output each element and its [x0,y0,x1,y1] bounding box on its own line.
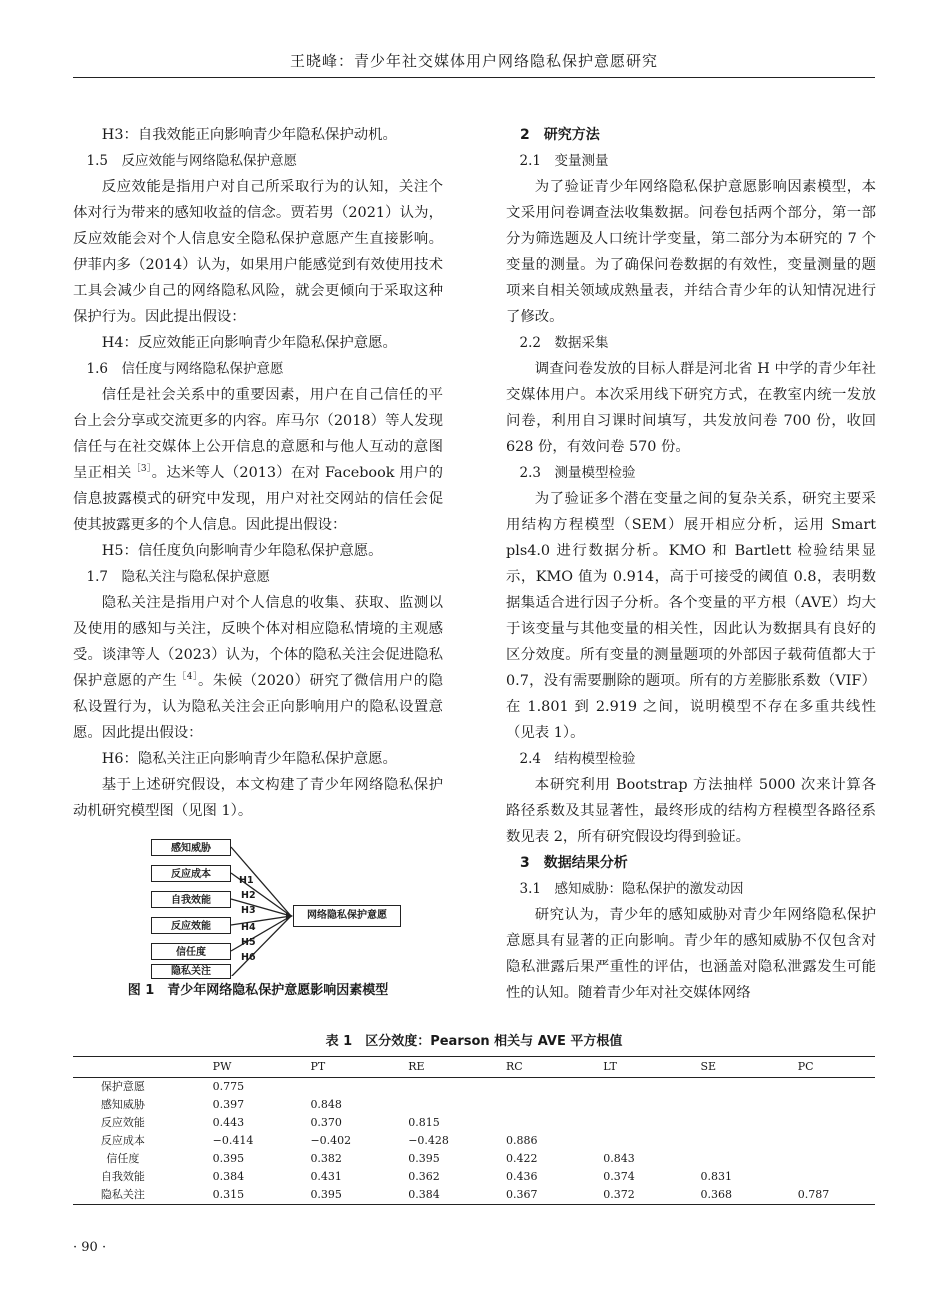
table-cell: −0.428 [408,1134,449,1147]
hypothesis-h3: H3：自我效能正向影响青少年隐私保护动机。 [101,127,397,143]
table-cell: 0.787 [778,1186,875,1205]
label-h4: H4 [241,922,256,933]
table-cell: 0.886 [505,1134,538,1147]
label-h1: H1 [239,875,254,886]
right-column [506,122,876,1006]
hypothesis-h4: H4：反应效能正向影响青少年隐私保护意愿。 [101,335,397,351]
table-row-label: 保护意愿 [100,1080,145,1093]
table-cell [290,1078,388,1097]
table-cell: 0.395 [290,1186,388,1205]
section-2-3-paragraph: 为了验证多个潜在变量之间的复杂关系，研究主要采用结构方程模型（SEM）展开相应分析，运用 Smart pls4.0 进行数据分析。KMO 和 Bartlett 检验结果显示，KMO 值为 0.914，高于可接受的阈值 0.8，表明数据集适合进行因子分析。各个变量的平方根（AVE）均大于该变量与其他变量的相关性，因此认为数据具有良好的区分效度。所有变量的测量题项的外部因子载荷值都大于 0.7，没有需要删除的题项。所有的方差膨胀系数（VIF）在 1.801 到 2.919 之间，说明模型不存在多重共线性（见表 1）。 [506,491,876,741]
table-cell: 0.422 [505,1152,538,1165]
table-cell: 0.367 [486,1186,583,1205]
left-column [73,122,443,1000]
table-cell: 0.370 [310,1116,342,1129]
connector-h3 [231,899,291,916]
label-h2: H2 [241,890,256,901]
table-cell [680,1132,777,1150]
table-header-cell: PT [290,1057,388,1078]
table-row [73,1132,875,1150]
citation-3: ［3］ [131,464,152,474]
table-cell: −0.402 [310,1134,352,1147]
table-cell: 0.831 [700,1170,732,1183]
table-cell: 0.397 [212,1098,245,1111]
table-row [73,1186,875,1205]
table-header-cell: RE [388,1057,486,1078]
section-2-2-title: 2.2 数据采集 [519,335,609,351]
running-title: 王晓峰：青少年社交媒体用户网络隐私保护意愿研究 [289,52,658,70]
arrow-head [286,912,293,920]
table-row-label: 信任度 [106,1152,140,1165]
table-header-row [73,1057,875,1078]
table-header-cell: PW [193,1057,291,1078]
section-1-6-text-b: 。达米等人（2013）在对 Facebook 用户的信息披露模式的研究中发现，用户对社交网站的信任会促使其披露更多的个人信息。因此提出假设： [73,465,443,533]
section-2-1-paragraph: 为了验证青少年网络隐私保护意愿影响因素模型，本文采用问卷调查法收集数据。问卷包括两个部分，第一部分为筛选题及人口统计学变量，第二部分为本研究的 7 个变量的测量。为了确保问卷数据的有效性，变量测量的题项来自相关领域成熟量表，并结合青少年的认知情况进行了修改。 [506,179,876,325]
table-header-cell: PC [778,1057,875,1078]
table-cell [680,1096,777,1114]
table-row [73,1096,875,1114]
header-rule [73,77,875,78]
table-cell [680,1150,777,1168]
table-cell: 0.382 [310,1152,342,1165]
table-row-label: 反应成本 [100,1134,145,1147]
section-2-title: 2 研究方法 [520,127,600,143]
table-cell: −0.414 [212,1134,254,1147]
table-cell: 0.372 [583,1186,680,1205]
table-header-cell [73,1057,193,1078]
table-cell [388,1096,486,1114]
table-row [73,1150,875,1168]
factor-box-trust: 信任度 [151,943,231,960]
factor-box-perceived-threat: 感知威胁 [151,839,231,856]
label-h6: H6 [241,952,256,963]
table-cell [486,1114,583,1132]
section-1-5-title: 1.5 反应效能与网络隐私保护意愿 [86,153,297,169]
section-1-6-text-a: 信任是社会关系中的重要因素，用户在自己信任的平台上会分享或交流更多的内容。库马尔（2018）等人发现信任与在社交媒体上公开信息的意愿和与他人互动的意图呈正相关 [73,387,443,481]
factor-box-self-efficacy: 自我效能 [151,891,231,908]
table-cell: 0.315 [193,1186,291,1205]
table-cell: 0.395 [408,1152,440,1165]
table-cell [583,1096,680,1114]
table-cell [680,1114,777,1132]
table-row [73,1114,875,1132]
table-title: 表 1 区分效度：Pearson 相关与 AVE 平方根值 [325,1034,623,1049]
label-h3: H3 [241,905,256,916]
table-cell [486,1096,583,1114]
label-h5: H5 [241,937,256,948]
table-cell: 0.368 [680,1186,777,1205]
table-cell: 0.775 [212,1080,245,1093]
target-box-privacy-protection-intention: 网络隐私保护意愿 [293,905,401,927]
section-2-4-paragraph: 本研究利用 Bootstrap 方法抽样 5000 次来计算各路径系数及其显著性，最终形成的结构方程模型各路径系数见表 2，所有研究假设均得到验证。 [506,777,876,845]
table-cell [778,1096,875,1114]
table-cell: 0.848 [310,1098,342,1111]
table-cell: 0.384 [388,1186,486,1205]
table-cell: 0.374 [603,1170,635,1183]
table-row-label: 自我效能 [100,1170,145,1183]
table-cell: 0.431 [310,1170,342,1183]
table-cell [680,1078,777,1097]
section-1-7-title: 1.7 隐私关注与隐私保护意愿 [86,569,270,585]
table-row [73,1078,875,1097]
factor-box-response-efficacy: 反应效能 [151,917,231,934]
table-cell [388,1078,486,1097]
table-cell [778,1078,875,1097]
section-3-1-paragraph: 研究认为，青少年的感知威胁对青少年网络隐私保护意愿具有显著的正向影响。青少年的感知威胁不仅包含对隐私泄露后果严重性的评估，也涵盖对隐私泄露发生可能性的认知。随着青少年对社交媒体网络 [506,907,876,1001]
section-2-4-title: 2.4 结构模型检验 [519,751,636,767]
section-1-6-paragraph [73,382,443,538]
table-cell [583,1078,680,1097]
page-number: · 90 · [73,1240,107,1255]
table-row-label: 感知威胁 [100,1098,145,1111]
table-cell: 0.443 [212,1116,245,1129]
table-header-cell: SE [680,1057,777,1078]
table-cell [583,1114,680,1132]
table-cell: 0.843 [603,1152,635,1165]
table-row-label: 反应效能 [100,1116,145,1129]
table-cell: 0.395 [212,1152,245,1165]
table-cell: 0.436 [505,1170,538,1183]
table-header-cell: LT [583,1057,680,1078]
discriminant-validity-table [73,1056,875,1205]
section-3-1-title: 3.1 感知威胁：隐私保护的激发动因 [519,881,744,897]
section-2-2-paragraph: 调查问卷发放的目标人群是河北省 H 中学的青少年社交媒体用户。本次采用线下研究方式，在教室内统一发放问卷，利用自习课时间填写，共发放问卷 700 份，收回 628 份，有效问卷 570 份。 [506,361,876,455]
table-cell [778,1168,875,1186]
table-row-label: 隐私关注 [73,1186,193,1205]
table-cell: 0.362 [408,1170,440,1183]
table-cell [778,1114,875,1132]
table-row [73,1168,875,1186]
table-body [73,1078,875,1205]
section-2-1-title: 2.1 变量测量 [519,153,609,169]
table-cell [778,1150,875,1168]
table-cell: 0.815 [408,1116,440,1129]
hypothesis-h5: H5：信任度负向影响青少年隐私保护意愿。 [101,543,383,559]
research-model-figure [73,838,443,976]
section-1-7-text-b: 。朱候（2020）研究了微信用户的隐私设置行为，认为隐私关注会正向影响用户的隐私设置意愿。因此提出假设： [73,673,443,741]
citation-4: ［4］ [177,672,198,682]
factor-box-privacy-concern: 隐私关注 [151,964,231,979]
table-cell [583,1132,680,1150]
section-3-title: 3 数据结果分析 [520,855,628,871]
table-cell [486,1078,583,1097]
factor-box-response-cost: 反应成本 [151,865,231,882]
section-1-7-text-a: 隐私关注是指用户对个人信息的收集、获取、监测以及使用的感知与关注，反映个体对相应隐私情境的主观感受。谈津等人（2023）认为，个体的隐私关注会促进隐私保护意愿的产生 [73,595,443,689]
section-2-3-title: 2.3 测量模型检验 [519,465,636,481]
section-1-5-paragraph: 反应效能是指用户对自己所采取行为的认知，关注个体对行为带来的感知收益的信念。贾若男（2021）认为，反应效能会对个人信息安全隐私保护意愿产生直接影响。伊菲内多（2014）认为，如果用户能感觉到有效使用技术工具会减少自己的网络隐私风险，就会更倾向于采取这种保护行为。因此提出假设： [73,179,443,325]
section-1-6-title: 1.6 信任度与网络隐私保护意愿 [86,361,284,377]
section-1-7-paragraph [73,590,443,746]
table-header-cell: RC [486,1057,583,1078]
table-cell: 0.384 [212,1170,245,1183]
figure-caption: 图 1 青少年网络隐私保护意愿影响因素模型 [127,983,389,998]
table-cell [778,1132,875,1150]
hypothesis-h6: H6：隐私关注正向影响青少年隐私保护意愿。 [101,751,397,767]
model-paragraph: 基于上述研究假设，本文构建了青少年网络隐私保护动机研究模型图（见图 1）。 [73,777,443,819]
